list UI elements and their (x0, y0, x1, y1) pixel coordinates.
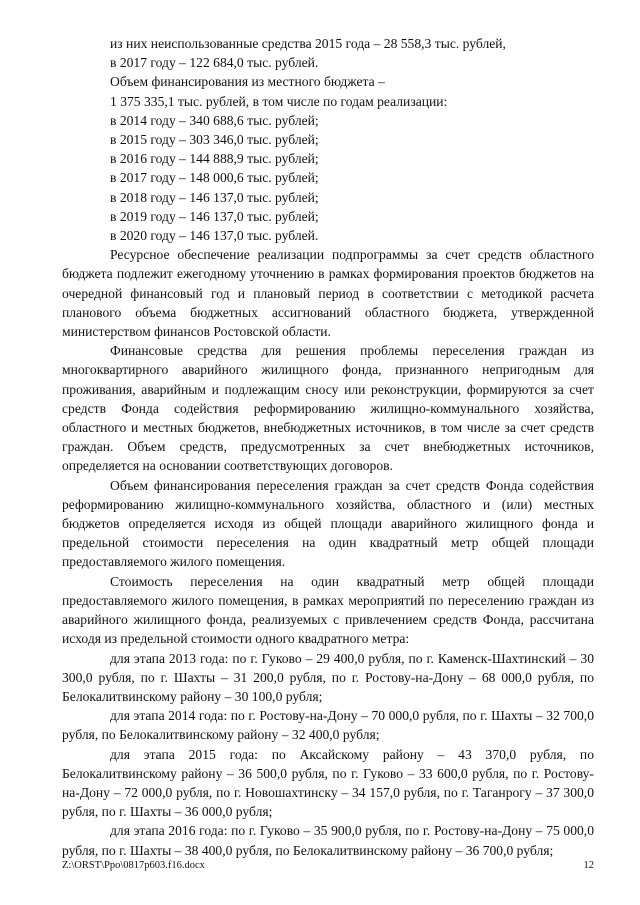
text-line: Объем финансирования из местного бюджета – (110, 74, 385, 90)
paragraph: Стоимость переселения на один квадратный метр общей площади предоставляемого жилого помещения, в рамках мероприятий по переселению граждан из аварийного жилищного фонда, реализуемых с привлечением средств Фонда, рассчитана исходя из предельной стоимости одного квадратного метра: (62, 573, 594, 647)
text-line: в 2014 году – 340 688,6 тыс. рублей; (110, 112, 319, 128)
paragraph: для этапа 2013 года: по г. Гуково – 29 400,0 рубля, по г. Каменск-Шахтинский – 30 300,0 рубля, по г. Шахты – 31 200,0 рубля, по г. Ростову-на-Дону – 68 000,0 рубля, по Белокалитвинскому району – 30 100,0 рубля; (62, 650, 594, 704)
paragraph: Ресурсное обеспечение реализации подпрограммы за счет средств областного бюджета подлежит ежегодному уточнению в рамках формирования проектов бюджетов на очередной финансовый год и плановый период в соответствии с методикой расчета планового объема бюджетных ассигнований областного бюджета, утвержденной министерством финансов Ростовской области. (62, 247, 594, 340)
text-line: в 2019 году – 146 137,0 тыс. рублей; (110, 208, 319, 224)
text-line: в 2020 году – 146 137,0 тыс. рублей. (110, 228, 319, 244)
text-line: 1 375 335,1 тыс. рублей, в том числе по годам реализации: (110, 93, 448, 109)
document-body (62, 34, 594, 860)
paragraph: для этапа 2014 года: по г. Ростову-на-Дону – 70 000,0 рубля, по г. Шахты – 32 700,0 рубля, по Белокалитвинскому району – 32 400,0 рубля; (62, 708, 594, 743)
text-line: в 2017 году – 148 000,6 тыс. рублей; (110, 170, 319, 186)
text-line: из них неиспользованные средства 2015 года – 28 558,3 тыс. рублей, (110, 36, 506, 51)
paragraph: для этапа 2015 года: по Аксайскому району – 43 370,0 рубля, по Белокалитвинскому району – 36 500,0 рубля, по г. Гуково – 33 600,0 рубля, по г. Ростову-на-Дону – 72 000,0 рубля, по г. Новошахтинску – 34 157,0 рубля, по г. Таганрогу – 37 300,0 рубля, по г. Шахты – 36 000,0 рубля; (62, 746, 594, 820)
text-line: в 2017 году – 122 684,0 тыс. рублей. (110, 55, 319, 71)
text-line: в 2016 году – 144 888,9 тыс. рублей; (110, 151, 319, 167)
text-line: в 2015 году – 303 346,0 тыс. рублей; (110, 132, 319, 148)
paragraph: Финансовые средства для решения проблемы переселения граждан из многоквартирного аварийного жилищного фонда, признанного непригодным для проживания, аварийным и подлежащим сносу или реконструкции, формируются за счет средств Фонда содействия реформированию жилищно-коммунального хозяйства, областного и местных бюджетов, внебюджетных источников, в том числе за счет средств граждан. Объем средств, предусмотренных за счет внебюджетных источников, определяется на основании соответствующих договоров. (62, 343, 594, 474)
page-number: 12 (583, 860, 594, 871)
paragraph: для этапа 2016 года: по г. Гуково – 35 900,0 рубля, по г. Ростову-на-Дону – 75 000,0 рубля, по г. Шахты – 38 400,0 рубля, по Белокалитвинскому району – 36 700,0 рубля; (62, 823, 594, 858)
text-line: в 2018 году – 146 137,0 тыс. рублей; (110, 189, 319, 205)
paragraph: Объем финансирования переселения граждан за счет средств Фонда содействия реформированию жилищно-коммунального хозяйства, областного и (или) местных бюджетов определяется исходя из общей площади аварийного жилищного фонда и предельной стоимости переселения на один квадратный метр общей площади предоставляемого жилого помещения. (62, 477, 594, 570)
file-path: Z:\ORST\Ppo\0817p603.f16.docx (62, 860, 205, 871)
